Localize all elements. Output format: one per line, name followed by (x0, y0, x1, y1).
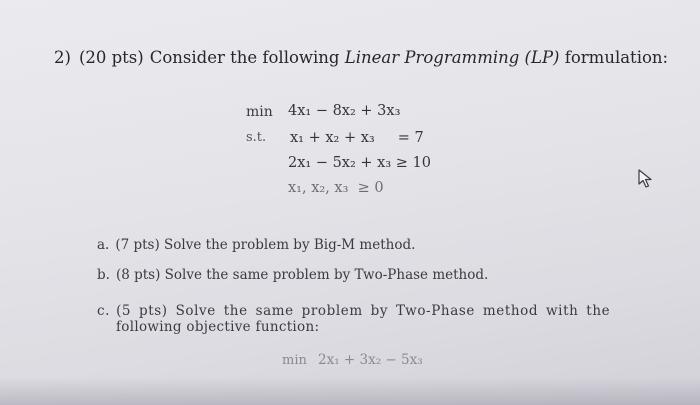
part-c (97, 303, 610, 319)
constraint-1: x₁ + x₂ + x₃ = 7 (290, 130, 424, 146)
alt-objective-label: min (282, 353, 307, 368)
constraint-nonnegativity: x₁, x₂, x₃ ≥ 0 (288, 180, 384, 196)
page-bottom-shadow (0, 377, 700, 405)
question-points: (20 pts) (78, 48, 144, 67)
question-text-end: formulation: (559, 48, 669, 67)
constraint-2: 2x₁ − 5x₂ + x₃ ≥ 10 (288, 155, 431, 171)
question-number: 2) (54, 48, 71, 67)
alt-objective-expression: 2x₁ + 3x₂ − 5x₃ (318, 352, 423, 368)
part-a (97, 237, 415, 253)
question-text-start: Consider the following (149, 48, 345, 67)
part-a-text: (7 pts) Solve the problem by Big-M method. (115, 237, 416, 253)
part-b-text: (8 pts) Solve the same problem by Two-Phase method. (115, 267, 489, 283)
objective-label: min (246, 104, 273, 120)
part-b-letter: b. (97, 267, 110, 283)
mouse-pointer-icon (637, 168, 657, 190)
question-text-italic: Linear Programming (LP) (344, 48, 560, 67)
part-c-letter: c. (97, 303, 111, 319)
part-c-text: (5 pts) Solve the same problem by Two-Phase method with the (116, 303, 611, 319)
part-c-continuation: following objective function: (116, 319, 320, 335)
question-heading (54, 48, 668, 67)
objective-expression: 4x₁ − 8x₂ + 3x₃ (288, 103, 401, 119)
part-a-letter: a. (97, 237, 110, 253)
part-b (97, 267, 488, 283)
subject-to-label: s.t. (246, 130, 267, 145)
